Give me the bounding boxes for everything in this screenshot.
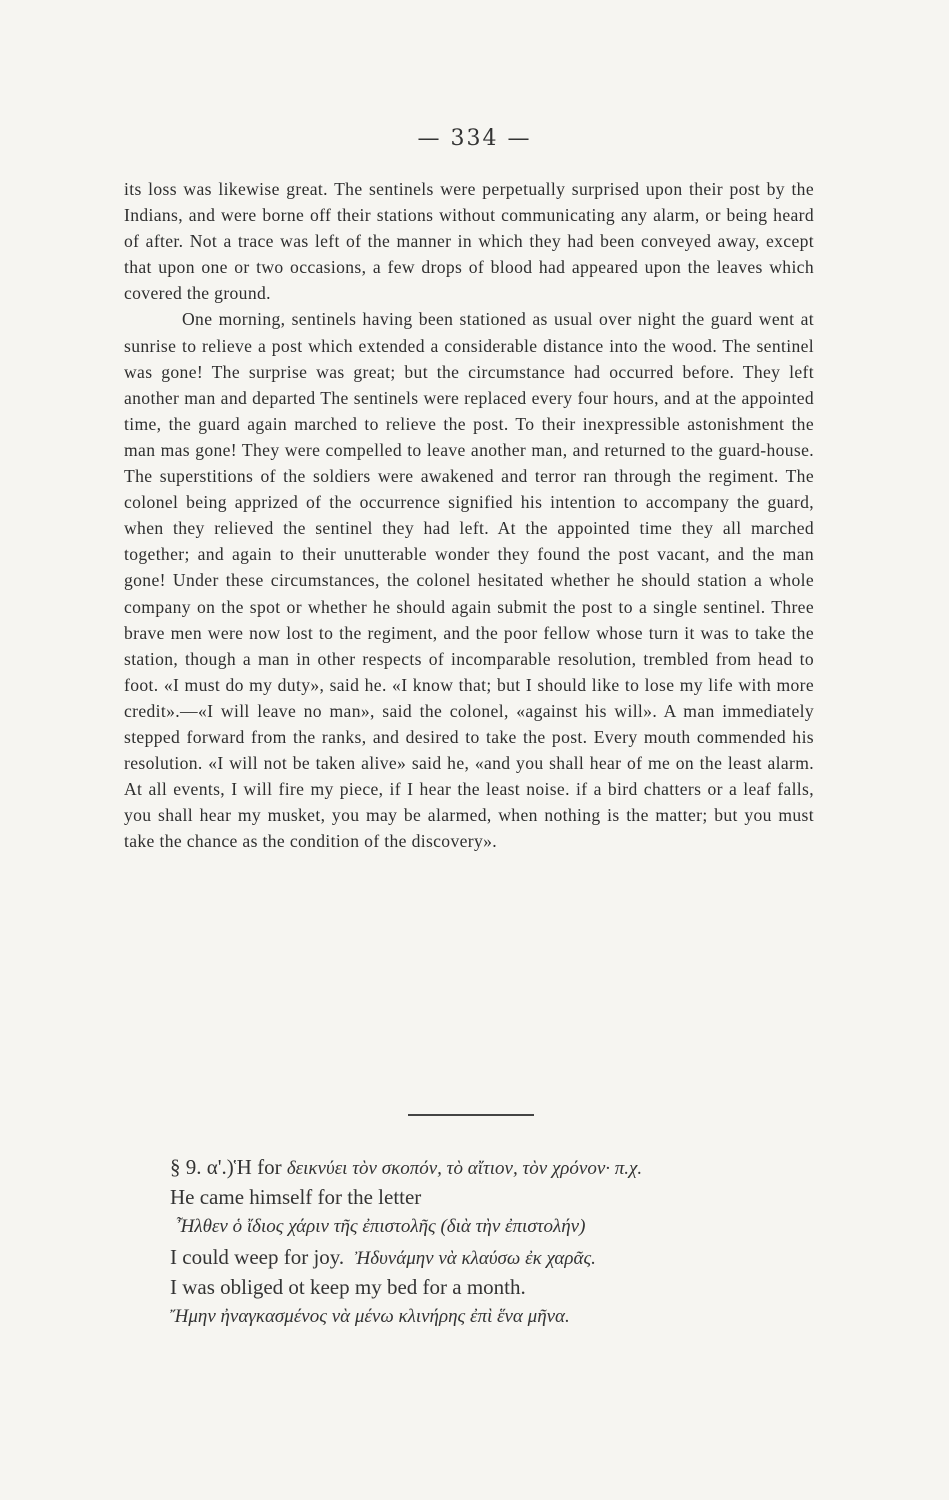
heading-greek: δεικνύει τὸν σκοπόν, τὸ αἴτιον, τὸν χρόνον· π.χ. [286, 1158, 643, 1179]
grammar-notes [170, 1152, 830, 1332]
paragraph-1: its loss was likewise great. The sentinels were perpetually surprised upon their post by the Indians, and were borne off their stations without communicating any alarm, or being heard of after. Not a trace was left of the manner in which they had been conveyed away, except that upon one or two occasions, a few drops of blood had appeared upon the leaves which covered the ground. [124, 179, 814, 304]
heading-english: Ἡ for [233, 1155, 282, 1179]
note-heading [170, 1152, 830, 1182]
example-line-1: He came himself for the letter [170, 1185, 422, 1209]
section-label: § 9. α'.) [170, 1155, 234, 1179]
example-line-3-greek: Ἠδυνάμην νὰ κλαύσω ἐκ χαρᾶς. [354, 1248, 596, 1269]
paragraph-2: One morning, sentinels having been stationed as usual over night the guard went at sunrise to relieve a post which extended a considerable distance into the wood. The sentinel was gone! The surprise was great; but the circumstance had occurred before. They left another man and departed The sentinels were replaced every four hours, and at the appointed time, the guard again marched to relieve the post. To their inexpressible astonishment the man mas gone! They were compelled to leave another man, and returned to the guard-house. The superstitions of the soldiers were awakened and terror ran through the regiment. The colonel being apprized of the occurrence signified his intention to accompany the guard, when they relieved the sentinel they had left. At the appointed time they all marched together; and again to their unutterable wonder they found the post vacant, and the man gone! Under these circumstances, the colonel hesitated whether he should station a whole company on the spot or whether he should again submit the post to a single sentinel. Three brave men were now lost to the regiment, and the poor fellow whose turn it was to take the station, though a man in other respects of incomparable resolution, trembled from head to foot. «I must do my duty», said he. «I know that; but I should like to lose my life with more credit».—«I will leave no man», said the colonel, «against his will». A man immediately stepped forward from the ranks, and desired to take the post. Every mouth commended his resolution. «I will not be taken alive» said he, «and you shall hear of me on the least alarm. At all events, I will fire my piece, if I hear the least noise. if a bird chatters or a leaf falls, you shall hear my musket, you may be alarmed, when nothing is the matter; but you must take the chance as the condition of the discovery». [124, 309, 814, 852]
example-line-4: I was obliged ot keep my bed for a month. [170, 1275, 526, 1299]
body-text [124, 176, 814, 854]
example-line-3 [170, 1242, 830, 1272]
page-number: — 334 — [417, 126, 532, 151]
example-line-5: Ἤμην ἠναγκασμένος νὰ μένω κλινήρης ἐπὶ ἕνα μῆνα. [170, 1306, 570, 1327]
example-line-2: Ἦλθεν ὁ ἴδιος χάριν τῆς ἐπιστολῆς (διὰ τὴν ἐπιστολήν) [176, 1216, 586, 1237]
example-line-3-english: I could weep for joy. [170, 1245, 345, 1269]
section-divider [408, 1114, 534, 1116]
